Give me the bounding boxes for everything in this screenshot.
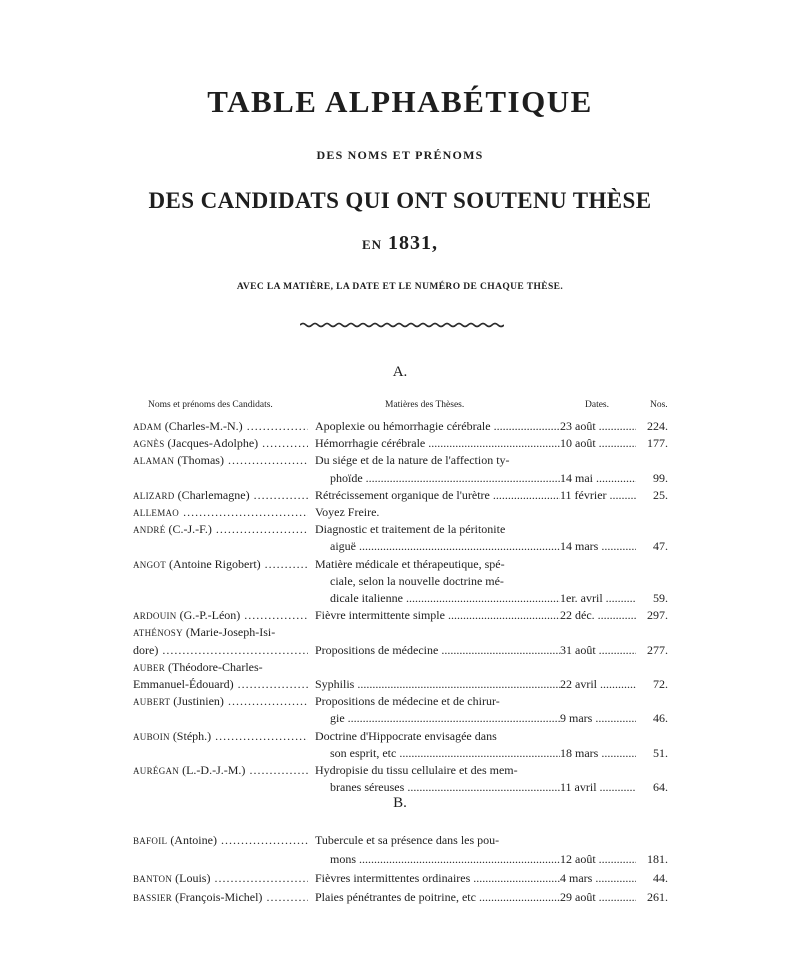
candidates-heading: DES CANDIDATS QUI ONT SOUTENU THÈSE	[148, 188, 652, 213]
thesis-subject: Apoplexie ou hémorrhagie cérébrale .....	[315, 418, 560, 435]
table-row	[0, 762, 800, 779]
column-header-numbers: Nos.	[650, 400, 668, 410]
candidate-given-names: (Charlemagne)	[174, 487, 250, 502]
candidate-surname: AUBOIN	[133, 731, 170, 742]
candidate-given-names: (Charles-M.-N.)	[161, 419, 243, 433]
thesis-date: 31 août .....	[560, 642, 636, 659]
thesis-date: 9 mars .....	[560, 710, 636, 727]
ornamental-rule	[300, 320, 504, 330]
table-row	[0, 624, 800, 641]
candidate-surname: AURÉGAN	[133, 766, 180, 776]
candidate-surname: BANTON	[133, 874, 173, 884]
thesis-subject: Matière médicale et thérapeutique, spé-	[315, 556, 505, 571]
thesis-subject: Fièvre intermittente simple .....	[315, 607, 560, 624]
column-header-names: Noms et prénoms des Candidats.	[148, 400, 273, 410]
table-row	[0, 779, 800, 796]
thesis-number: 72.	[653, 677, 668, 691]
thesis-number: 99.	[653, 470, 668, 485]
candidate-surname: ANDRÉ	[133, 525, 166, 536]
table-row	[0, 870, 800, 887]
candidate-name	[133, 693, 308, 711]
thesis-date: 23 août .....	[560, 418, 636, 435]
table-row	[0, 470, 800, 487]
table-row	[0, 745, 800, 762]
candidate-given-names: (François-Michel)	[172, 890, 263, 904]
column-header-dates: Dates.	[585, 400, 610, 410]
candidate-surname: ANGOT	[133, 559, 166, 570]
table-row	[0, 556, 800, 573]
details-heading: AVEC LA MATIÈRE, LA DATE ET LE NUMÉRO DE CHAQUE THÈSE.	[236, 282, 564, 292]
thesis-subject: son esprit, etc .....	[330, 745, 560, 762]
year-prefix: EN	[361, 237, 383, 252]
table-row	[0, 504, 800, 521]
thesis-subject: Propositions de médecine .....	[315, 642, 560, 659]
thesis-date: 14 mars .....	[560, 538, 636, 555]
candidate-name	[133, 832, 308, 850]
thesis-subject: gie .....	[330, 710, 560, 727]
thesis-number: 297.	[647, 608, 668, 623]
candidate-surname: AGNÈS	[133, 439, 165, 450]
candidate-surname: AUBER	[133, 662, 166, 673]
year-value: 1831,	[388, 232, 439, 254]
candidate-given-names: (Jacques-Adolphe)	[164, 436, 259, 451]
candidate-given-names: Emmanuel-Édouard)	[133, 677, 234, 691]
table-row	[0, 693, 800, 710]
candidate-given-names: (Antoine Rigobert)	[166, 556, 261, 571]
column-header-matters: Matières des Thèses.	[385, 400, 465, 410]
thesis-subject: Hydropisie du tissu cellulaire et des mem-	[315, 763, 518, 777]
candidate-given-names: (Théodore-Charles-	[165, 659, 263, 674]
thesis-subject: Diagnostic et traitement de la péritonite	[315, 522, 506, 537]
thesis-number: 46.	[653, 711, 668, 726]
candidate-surname: BASSIER	[133, 893, 173, 903]
thesis-date: 4 mars .....	[560, 870, 636, 887]
table-row	[0, 607, 800, 624]
candidate-name	[133, 642, 308, 659]
candidate-name	[133, 659, 308, 677]
thesis-number: 59.	[653, 591, 668, 605]
thesis-number: 44.	[653, 871, 668, 885]
thesis-subject: dicale italienne .....	[330, 590, 560, 607]
thesis-date: 11 février .....	[560, 487, 636, 504]
table-row	[0, 728, 800, 745]
thesis-subject: Rétrécissement organique de l'urètre .....	[315, 487, 560, 504]
candidate-given-names: (Thomas)	[174, 453, 224, 468]
candidate-name	[133, 728, 308, 746]
thesis-number: 47.	[653, 539, 668, 554]
candidate-name	[133, 487, 308, 505]
thesis-number: 181.	[647, 852, 668, 866]
candidate-name	[133, 607, 308, 625]
thesis-subject: Syphilis .....	[315, 676, 560, 693]
table-row	[0, 590, 800, 607]
section-letter-a: A.	[392, 364, 408, 380]
table-row	[0, 538, 800, 555]
section-letter-b: B.	[393, 795, 407, 811]
table-row	[0, 851, 800, 868]
thesis-date: 10 août .....	[560, 435, 636, 452]
thesis-date: 29 août .....	[560, 889, 636, 906]
page-title: TABLE ALPHABÉTIQUE	[207, 84, 593, 119]
candidate-name	[133, 504, 308, 522]
thesis-number: 64.	[653, 780, 668, 795]
year-heading	[0, 232, 800, 255]
thesis-subject: mons .....	[330, 851, 560, 868]
table-row	[0, 710, 800, 727]
thesis-date: 22 avril .....	[560, 676, 636, 693]
thesis-subject: Voyez Freire.	[315, 505, 380, 519]
candidate-name	[133, 418, 308, 436]
candidate-surname: ALLEMAO	[133, 508, 180, 518]
thesis-subject: Du siége et de la nature de l'affection ty-	[315, 453, 510, 468]
table-row	[0, 418, 800, 435]
candidate-surname: ARDOUIN	[133, 611, 177, 622]
candidate-name	[133, 870, 308, 888]
thesis-subject: aiguë .....	[330, 538, 560, 555]
page-subtitle: DES NOMS ET PRÉNOMS	[316, 148, 484, 162]
candidate-given-names: (L.-D.-J.-M.)	[179, 763, 246, 777]
candidate-name	[133, 435, 308, 453]
candidate-surname: ALAMAN	[133, 456, 175, 467]
thesis-subject: Propositions de médecine et de chirur-	[315, 694, 500, 709]
thesis-subject: branes séreuses .....	[330, 779, 560, 796]
candidate-name	[133, 452, 308, 470]
candidate-surname: BAFOIL	[133, 836, 168, 846]
table-row	[0, 487, 800, 504]
thesis-number: 25.	[653, 487, 668, 502]
candidate-given-names: (Louis)	[172, 871, 211, 885]
candidate-name	[133, 676, 308, 693]
candidate-given-names: (C.-J.-F.)	[165, 522, 212, 537]
candidate-surname: ATHÉNOSY	[133, 628, 183, 639]
thesis-subject: Fièvres intermittentes ordinaires .....	[315, 870, 560, 887]
thesis-date: 1er. avril .....	[560, 590, 636, 607]
candidate-given-names: (Stéph.)	[169, 728, 212, 743]
candidate-surname: AUBERT	[133, 697, 171, 708]
candidate-given-names: (G.-P.-Léon)	[176, 608, 241, 623]
candidate-surname: ADAM	[133, 422, 162, 432]
thesis-number: 177.	[647, 436, 668, 451]
table-row	[0, 452, 800, 469]
table-row	[0, 676, 800, 693]
thesis-number: 277.	[647, 642, 668, 657]
table-row	[0, 889, 800, 906]
thesis-date: 18 mars .....	[560, 745, 636, 762]
table-row	[0, 832, 800, 849]
table-row	[0, 435, 800, 452]
candidate-given-names: (Marie-Joseph-Isi-	[182, 625, 276, 640]
thesis-subject: phoïde .....	[330, 470, 560, 487]
thesis-subject: ciale, selon la nouvelle doctrine mé-	[330, 573, 504, 588]
candidate-given-names: (Antoine)	[167, 833, 217, 847]
thesis-subject: Tubercule et sa présence dans les pou-	[315, 833, 500, 847]
candidate-name	[133, 762, 308, 780]
candidate-name	[133, 521, 308, 539]
table-row	[0, 573, 800, 590]
table-row	[0, 521, 800, 538]
thesis-date: 14 mai .....	[560, 470, 636, 487]
thesis-date: 12 août .....	[560, 851, 636, 868]
thesis-subject: Plaies pénétrantes de poitrine, etc .....	[315, 889, 560, 906]
candidate-name	[133, 889, 308, 907]
candidate-surname: ALIZARD	[133, 490, 175, 501]
thesis-number: 224.	[647, 419, 668, 433]
thesis-number: 261.	[647, 890, 668, 904]
thesis-date: 11 avril .....	[560, 779, 636, 796]
thesis-number: 51.	[653, 745, 668, 760]
candidate-name	[133, 556, 308, 574]
candidate-name	[133, 624, 308, 642]
table-row	[0, 659, 800, 676]
candidate-given-names: (Justinien)	[170, 694, 224, 709]
thesis-subject: Hémorrhagie cérébrale .....	[315, 435, 560, 452]
candidate-given-names: dore)	[133, 642, 159, 657]
table-row	[0, 642, 800, 659]
thesis-subject: Doctrine d'Hippocrate envisagée dans	[315, 728, 497, 743]
thesis-date: 22 déc. .....	[560, 607, 636, 624]
